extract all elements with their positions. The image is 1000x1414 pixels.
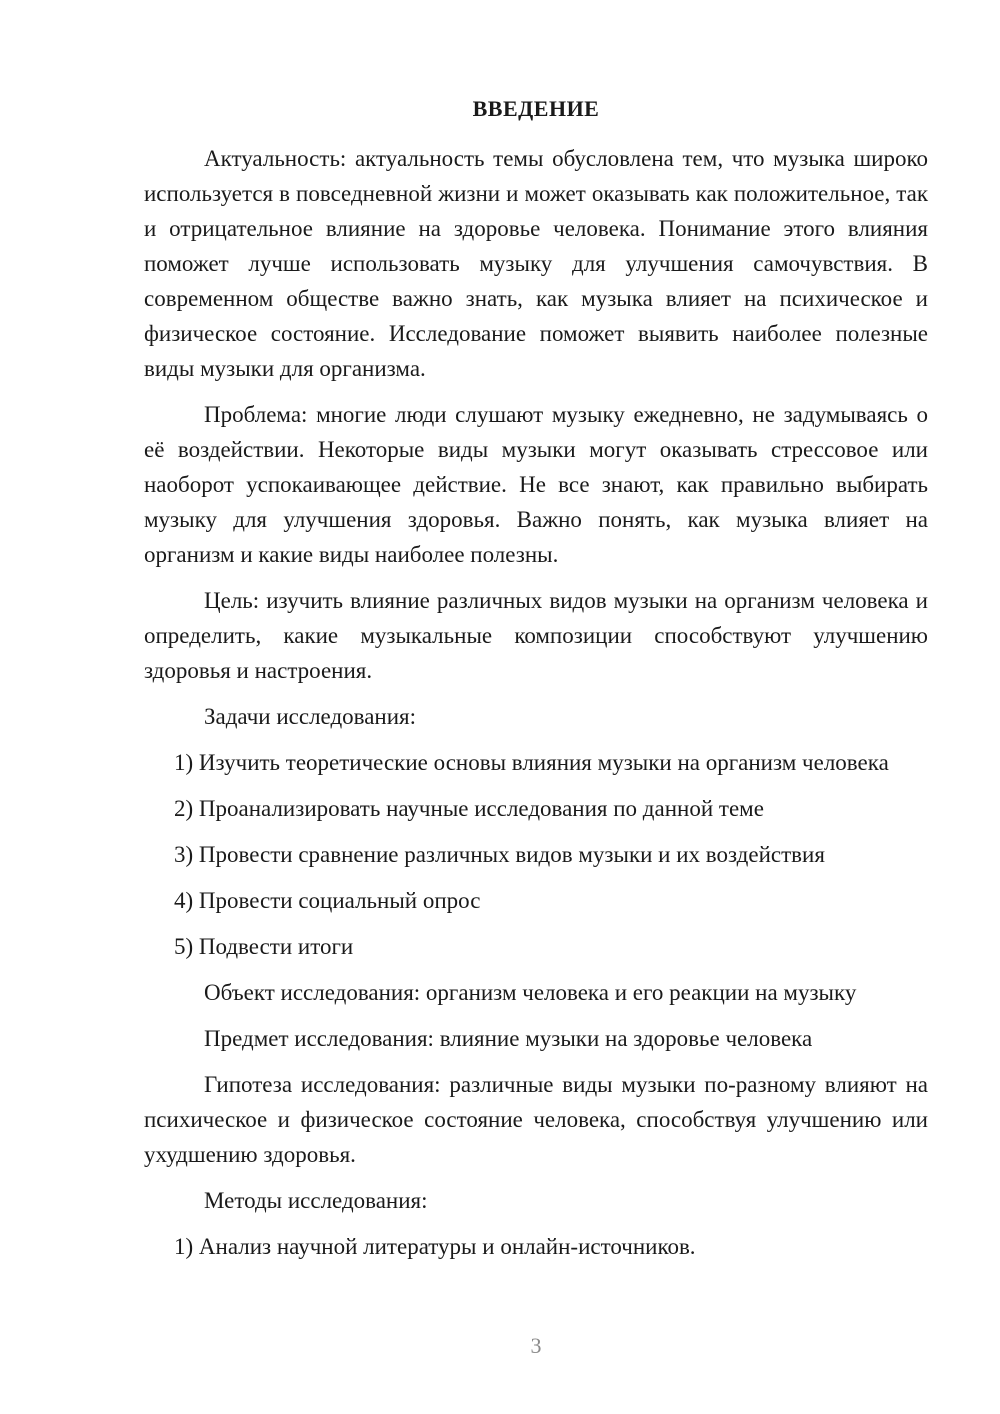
section-title: ВВЕДЕНИЕ: [472, 96, 600, 121]
method-item: 1) Анализ научной литературы и онлайн-источников.: [174, 1234, 696, 1259]
paragraph-problem: Проблема: многие люди слушают музыку ежедневно, не задумываясь о её воздействии. Некоторые виды музыки могут оказывать стрессовое или наоборот успокаивающее действие. Не все знают, как правильно выбирать музыку для улучшения здоровья. Важно понять, как музыка влияет на организм и какие виды наиболее полезны.: [144, 402, 928, 567]
paragraph-relevance: Актуальность: актуальность темы обусловлена тем, что музыка широко используется в повседневной жизни и может оказывать как положительное, так и отрицательное влияние на здоровье человека. Понимание этого влияния поможет лучше использовать музыку для улучшения самочувствия. В современном обществе важно знать, как музыка влияет на психическое и физическое состояние. Исследование поможет выявить наиболее полезные виды музыки для организма.: [144, 146, 928, 381]
paragraph-goal: Цель: изучить влияние различных видов музыки на организм человека и определить, какие музыкальные композиции способствуют улучшению здоровья и настроения.: [144, 588, 928, 683]
tasks-heading: Задачи исследования:: [204, 704, 417, 729]
paragraph-object: Объект исследования: организм человека и его реакции на музыку: [204, 980, 857, 1005]
paragraph-subject: Предмет исследования: влияние музыки на здоровье человека: [204, 1026, 813, 1051]
page-number: 3: [530, 1333, 542, 1358]
task-item: 5) Подвести итоги: [174, 934, 354, 959]
methods-heading: Методы исследования:: [204, 1188, 428, 1213]
task-item: 4) Провести социальный опрос: [174, 888, 481, 913]
paragraph-hypothesis: Гипотеза исследования: различные виды музыки по-разному влияют на психическое и физическое состояние человека, способствуя улучшению или ухудшению здоровья.: [144, 1072, 928, 1167]
task-item: 3) Провести сравнение различных видов музыки и их воздействия: [174, 842, 825, 867]
task-item: 1) Изучить теоретические основы влияния музыки на организм человека: [174, 750, 889, 775]
page-content: [144, 141, 928, 1264]
task-item: 2) Проанализировать научные исследования по данной теме: [174, 796, 764, 821]
